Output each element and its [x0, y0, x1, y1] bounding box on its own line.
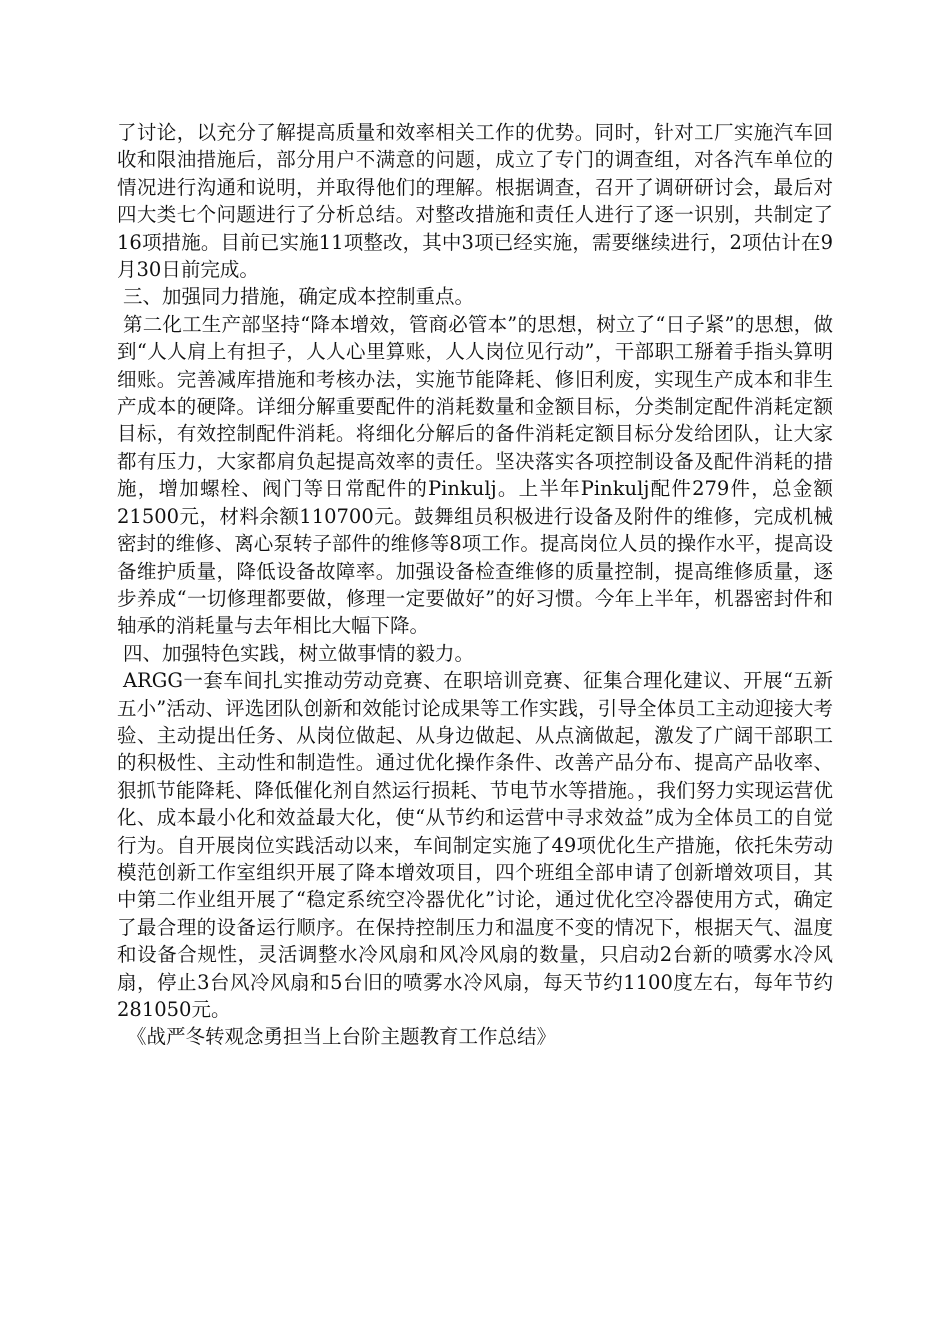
document-body	[117, 119, 833, 1051]
section-heading-four: 四、加强特色实践，树立做事情的毅力。	[123, 641, 475, 665]
document-title-reference: 《战严冬转观念勇担当上台阶主题教育工作总结》	[127, 1025, 557, 1049]
paragraph-cost-control: 第二化工生产部坚持“降本增效，管商必管本”的思想，树立了“日子紧”的思想，做到“人人肩上有担子，人人心里算账，人人岗位见行动”，干部职工掰着手指头算明细账。完善减库措施和考核办法，实施节能降耗、修旧利废，实现生产成本和非生产成本的硬降。详细分解重要配件的消耗数量和金额目标，分类制定配件消耗定额目标，有效控制配件消耗。将细化分解后的备件消耗定额目标分发给团队，让大家都有压力，大家都肩负起提高效率的责任。坚决落实各项控制设备及配件消耗的措施，增加螺栓、阀门等日常配件的Pinkulj。上半年Pinkulj配件279件，总金额21500元，材料余额110700元。鼓舞组员积极进行设备及附件的维修，完成机械密封的维修、离心泵转子部件的维修等8项工作。提高岗位人员的操作水平，提高设备维护质量，降低设备故障率。加强设备检查维修的质量控制，提高维修质量，逐步养成“一切修理都要做，修理一定要做好”的好习惯。今年上半年，机器密封件和轴承的消耗量与去年相比大幅下降。	[117, 312, 833, 638]
paragraph-continuation: 了讨论，以充分了解提高质量和效率相关工作的优势。同时，针对工厂实施汽车回收和限油措施后，部分用户不满意的问题，成立了专门的调查组，对各汽车单位的情况进行沟通和说明，并取得他们的理解。根据调查，召开了调研研讨会，最后对四大类七个问题进行了分析总结。对整改措施和责任人进行了逐一识别，共制定了16项措施。目前已实施11项整改，其中3项已经实施，需要继续进行，2项估计在9月30日前完成。	[117, 121, 833, 282]
paragraph-practice: ARGG一套车间扎实推动劳动竞赛、在职培训竞赛、征集合理化建议、开展“五新五小”活动、评选团队创新和效能讨论成果等工作实践，引导全体员工主动迎接大考验、主动提出任务、从岗位做起、从身边做起、从点滴做起，激发了广阔干部职工的积极性、主动性和制造性。通过优化操作条件、改善产品分布、提高产品收率、狠抓节能降耗、降低催化剂自然运行损耗、节电节水等措施。，我们努力实现运营优化、成本最小化和效益最大化，使“从节约和运营中寻求效益”成为全体员工的自觉行为。自开展岗位实践活动以来，车间制定实施了49项优化生产措施，依托朱劳动模范创新工作室组织开展了降本增效项目，四个班组全部申请了创新增效项目，其中第二作业组开展了“稳定系统空冷器优化”讨论，通过优化空冷器使用方式，确定了最合理的设备运行顺序。在保持控制压力和温度不变的情况下，根据天气、温度和设备合规性，灵活调整水冷风扇和风冷风扇的数量，只启动2台新的喷雾水冷风扇，停止3台风冷风扇和5台旧的喷雾水冷风扇，每天节约1100度左右，每年节约281050元。	[117, 669, 833, 1021]
section-heading-three: 三、加强同力措施，确定成本控制重点。	[123, 285, 475, 309]
